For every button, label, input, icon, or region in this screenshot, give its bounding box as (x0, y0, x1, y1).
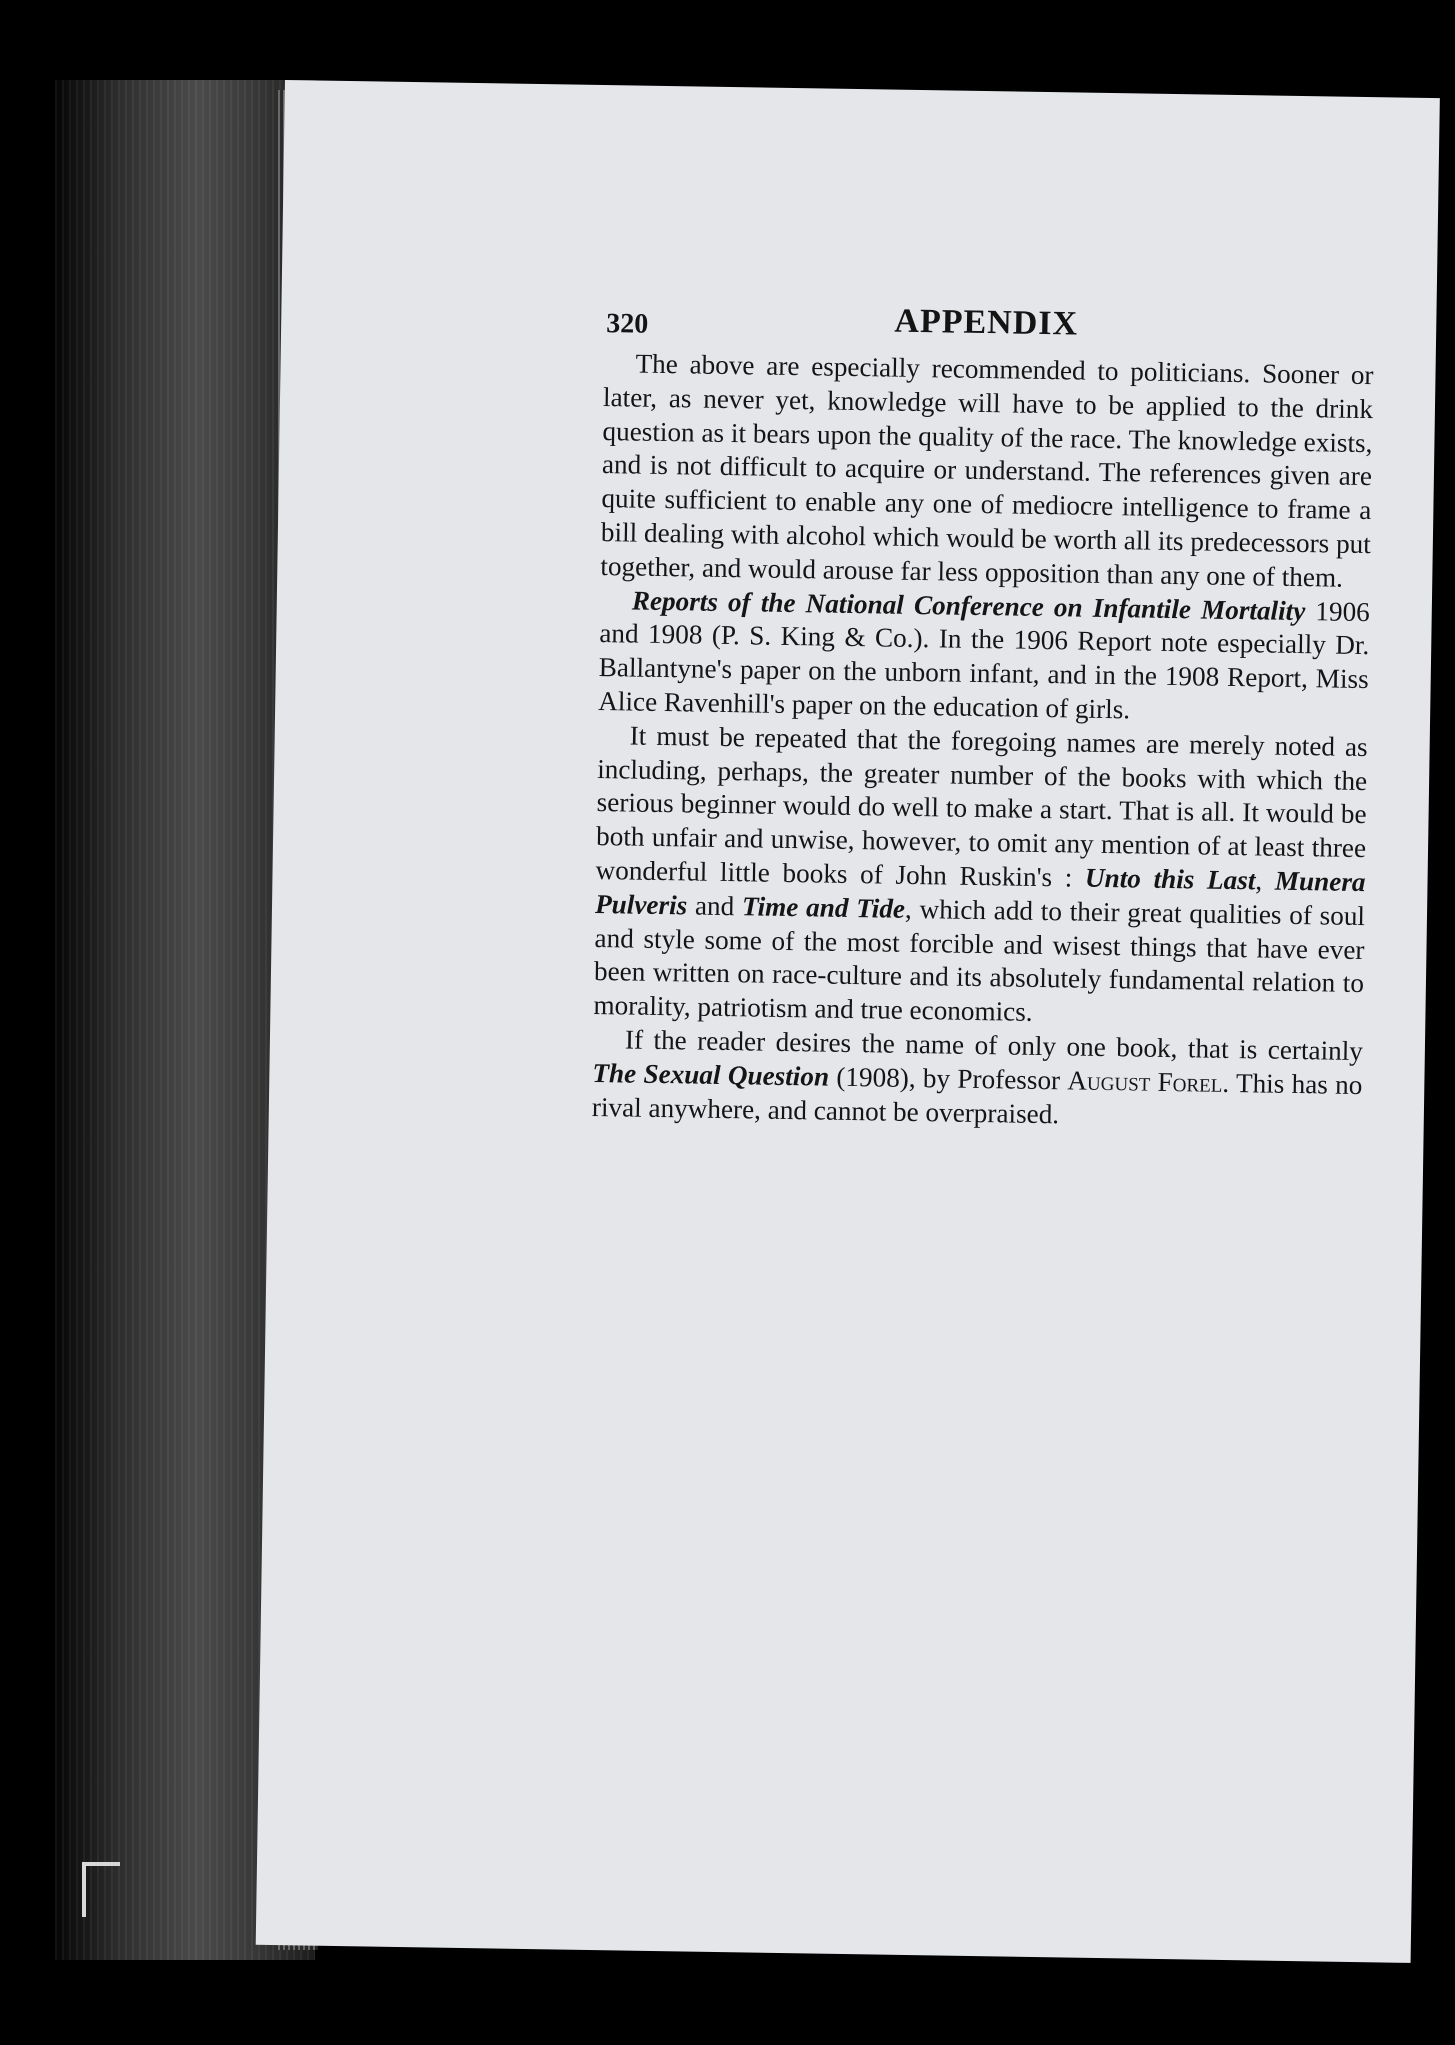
paragraph-politicians (600, 347, 1374, 596)
paragraph-text: It must be repeated that the foregoing names are merely noted as including, perhaps, the greater number of the books with which the serious beginner would do well to make a start. That is all. It would be both unfair and unwise, however, to omit any mention of at least three wonderful little books of John Ruskin's : (595, 720, 1368, 893)
corner-mark (82, 1862, 120, 1917)
paragraph-text: If the reader desires the name of only one book, that is certainly (624, 1024, 1364, 1066)
separator-text: and (686, 890, 743, 922)
running-head: APPENDIX (894, 302, 1079, 343)
page-body (592, 347, 1374, 1136)
paragraph-forel (592, 1023, 1363, 1136)
book-title: Time and Tide (741, 891, 906, 924)
book-page (256, 80, 1440, 1963)
paragraph-text: The above are especially recommended to politicians. Sooner or later, as never yet, knowledge will have to be applied to the drink question as it bears upon the quality of the race. The knowledge exists, and is not difficult to acquire or understand. The references given are quite sufficient to enable any one of mediocre intelligence to frame a bill dealing with alcohol which would be worth all its predecessors put together, and would arouse far less opposition than any one of them. (600, 348, 1374, 593)
paragraph-text: (1908), by Professor (828, 1061, 1068, 1096)
paragraph-text: , which add to their great qualities of soul and style some of the most forcible and wisest things that have ever been written on race-culture and its absolutely fundamental relation to morality, patriotism and true economics. (593, 893, 1366, 1027)
page-number: 320 (605, 308, 649, 340)
paragraph-text: 1906 and 1908 (P. S. King & Co.). In the 1906 Report note especially Dr. Ballantyne's paper on the unborn infant, and in the 1908 Report, Miss Alice Ravenhill's paper on the education of girls. (598, 595, 1371, 725)
book-title: Reports of the National Conference on Infantile Mortality (631, 585, 1306, 626)
paragraph-text: . This has no rival anywhere, and cannot be overpraised. (591, 1067, 1363, 1129)
author-name: August Forel (1067, 1065, 1223, 1098)
paragraph-reports (598, 584, 1370, 731)
book-title: Munera Pulveris (594, 865, 1366, 921)
book-title: Unto this Last (1084, 862, 1256, 896)
book-title: The Sexual Question (592, 1057, 830, 1092)
paragraph-ruskin (593, 719, 1368, 1035)
separator-text: , (1255, 865, 1276, 896)
